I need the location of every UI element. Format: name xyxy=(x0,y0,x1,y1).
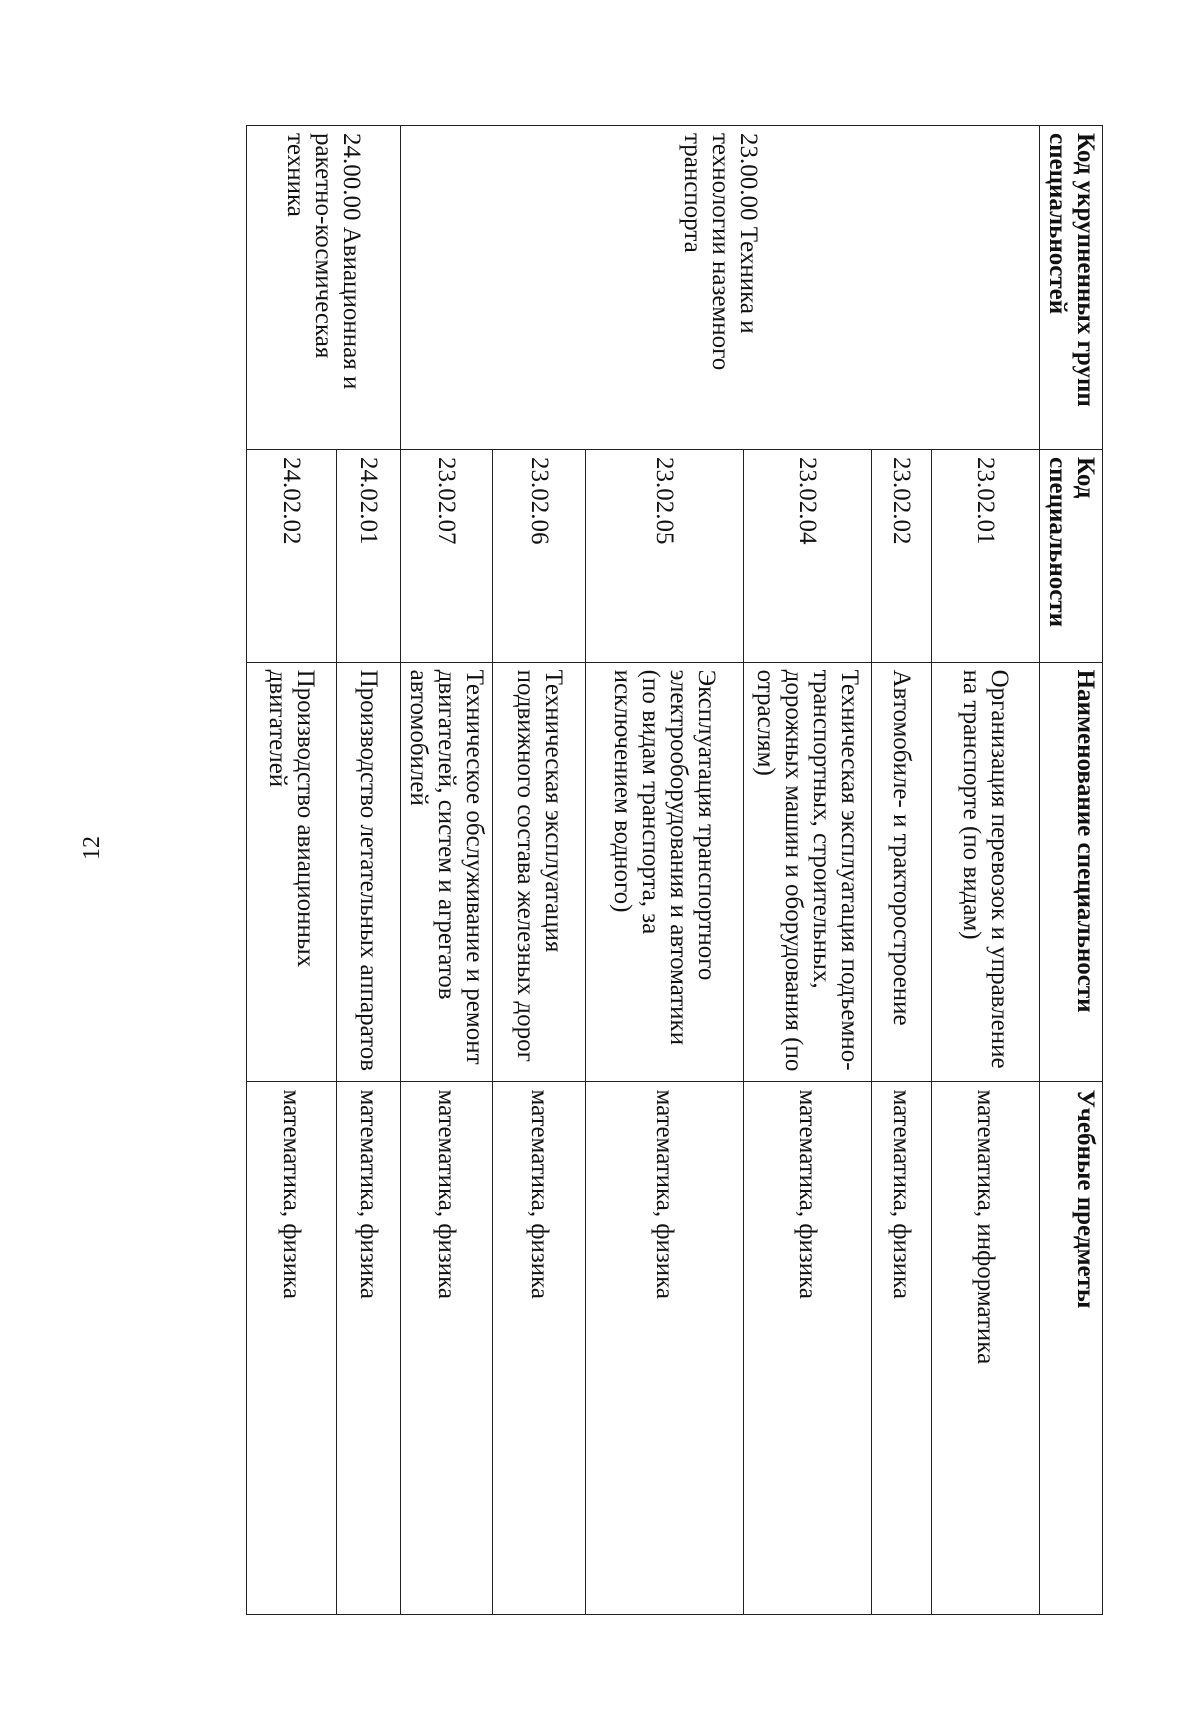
header-spec-code: Код специальности xyxy=(1040,449,1103,662)
subjects-cell: математика, физика xyxy=(872,1082,932,1615)
header-group-code: Код укрупненных групп специальностей xyxy=(1040,126,1103,450)
rotated-table-wrapper xyxy=(128,125,1103,1615)
group-cell: 24.00.00 Авиационная и ракетно-космическая техника xyxy=(247,126,401,450)
subjects-cell: математика, физика xyxy=(744,1082,872,1615)
spec-name-cell: Автомобиле- и тракторостроение xyxy=(872,662,932,1082)
specialties-table xyxy=(246,125,1103,1615)
table-row xyxy=(337,126,401,1615)
subjects-cell: математика, физика xyxy=(586,1082,744,1615)
table-row xyxy=(932,126,1040,1615)
spec-code-cell: 23.02.02 xyxy=(872,449,932,662)
spec-name-cell: Производство авиационных двигателей xyxy=(247,662,337,1082)
subjects-cell: математика, информатика xyxy=(932,1082,1040,1615)
subjects-cell: математика, физика xyxy=(247,1082,337,1615)
spec-code-cell: 23.02.07 xyxy=(401,449,493,662)
spec-code-cell: 23.02.04 xyxy=(744,449,872,662)
spec-code-cell: 23.02.01 xyxy=(932,449,1040,662)
spec-name-cell: Техническая эксплуатация подвижного состава железных дорог xyxy=(493,662,586,1082)
spec-name-cell: Эксплуатация транспортного электрооборудования и автоматики (по видам транспорта, за исключением водного) xyxy=(586,662,744,1082)
subjects-cell: математика, физика xyxy=(493,1082,586,1615)
spec-name-cell: Организация перевозок и управление на транспорте (по видам) xyxy=(932,662,1040,1082)
subjects-cell: математика, физика xyxy=(337,1082,401,1615)
subjects-cell: математика, физика xyxy=(401,1082,493,1615)
spec-code-cell: 23.02.06 xyxy=(493,449,586,662)
spec-name-cell: Техническая эксплуатация подъемно-транспортных, строительных, дорожных машин и оборудования (по отраслям) xyxy=(744,662,872,1082)
page-number: 12 xyxy=(79,836,105,860)
header-spec-name: Наименование специальности xyxy=(1040,662,1103,1082)
header-subjects: Учебные предметы xyxy=(1040,1082,1103,1615)
spec-name-cell: Производство летательных аппаратов xyxy=(337,662,401,1082)
table-header-row xyxy=(1040,126,1103,1615)
spec-code-cell: 24.02.01 xyxy=(337,449,401,662)
group-cell: 23.00.00 Техника и технологии наземного транспорта xyxy=(401,126,1040,450)
spec-code-cell: 23.02.05 xyxy=(586,449,744,662)
spec-code-cell: 24.02.02 xyxy=(247,449,337,662)
spec-name-cell: Техническое обслуживание и ремонт двигателей, систем и агрегатов автомобилей xyxy=(401,662,493,1082)
